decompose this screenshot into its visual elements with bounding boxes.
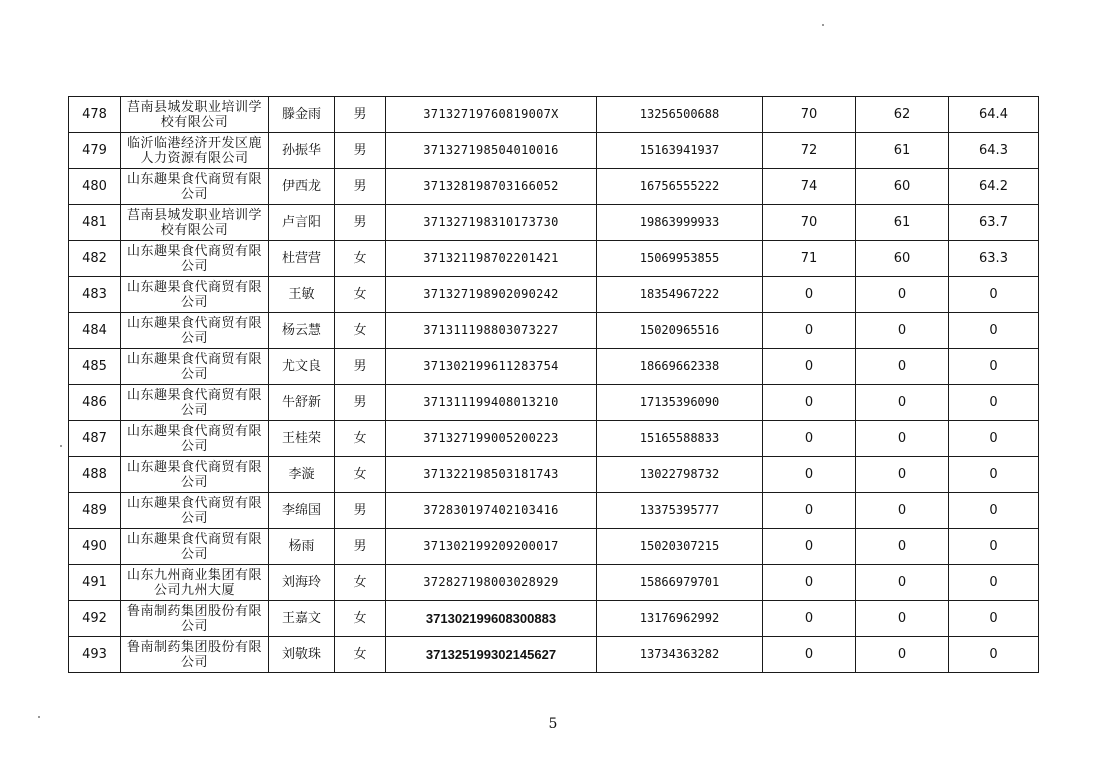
phone-number-cell: 17135396090 <box>597 385 763 421</box>
table-row <box>69 529 1039 565</box>
person-name-cell: 伊西龙 <box>269 169 335 205</box>
total-score-cell: 0 <box>949 385 1039 421</box>
id-number-cell: 371322198503181743 <box>386 457 597 493</box>
score-1-cell: 0 <box>763 529 856 565</box>
id-number-cell: 371325199302145627 <box>386 637 597 673</box>
score-1-cell: 74 <box>763 169 856 205</box>
gender-cell: 女 <box>335 601 386 637</box>
score-2-cell: 60 <box>856 169 949 205</box>
gender-cell: 女 <box>335 241 386 277</box>
score-2-cell: 62 <box>856 97 949 133</box>
row-number-cell: 483 <box>69 277 121 313</box>
gender-cell: 男 <box>335 529 386 565</box>
table-row <box>69 205 1039 241</box>
phone-number-cell: 15165588833 <box>597 421 763 457</box>
unit-name-cell: 山东趣果食代商贸有限公司 <box>121 421 269 457</box>
gender-cell: 男 <box>335 385 386 421</box>
id-number-cell: 371302199209200017 <box>386 529 597 565</box>
person-name-cell: 牛舒新 <box>269 385 335 421</box>
row-number-cell: 486 <box>69 385 121 421</box>
id-number-cell: 372827198003028929 <box>386 565 597 601</box>
total-score-cell: 0 <box>949 421 1039 457</box>
unit-name-cell: 鲁南制药集团股份有限公司 <box>121 637 269 673</box>
phone-number-cell: 15163941937 <box>597 133 763 169</box>
score-1-cell: 0 <box>763 493 856 529</box>
person-name-cell: 滕金雨 <box>269 97 335 133</box>
applicant-score-table <box>68 96 1039 673</box>
gender-cell: 女 <box>335 565 386 601</box>
person-name-cell: 王嘉文 <box>269 601 335 637</box>
score-1-cell: 71 <box>763 241 856 277</box>
table-row <box>69 97 1039 133</box>
total-score-cell: 0 <box>949 601 1039 637</box>
score-2-cell: 0 <box>856 421 949 457</box>
row-number-cell: 478 <box>69 97 121 133</box>
unit-name-cell: 临沂临港经济开发区鹿人力资源有限公司 <box>121 133 269 169</box>
table-row <box>69 349 1039 385</box>
unit-name-cell: 鲁南制药集团股份有限公司 <box>121 601 269 637</box>
total-score-cell: 0 <box>949 493 1039 529</box>
gender-cell: 女 <box>335 313 386 349</box>
gender-cell: 男 <box>335 349 386 385</box>
table-row <box>69 133 1039 169</box>
table-row <box>69 565 1039 601</box>
gender-cell: 男 <box>335 169 386 205</box>
row-number-cell: 480 <box>69 169 121 205</box>
person-name-cell: 刘敬珠 <box>269 637 335 673</box>
unit-name-cell: 山东趣果食代商贸有限公司 <box>121 349 269 385</box>
score-2-cell: 0 <box>856 349 949 385</box>
phone-number-cell: 13375395777 <box>597 493 763 529</box>
gender-cell: 女 <box>335 277 386 313</box>
person-name-cell: 李漩 <box>269 457 335 493</box>
score-2-cell: 0 <box>856 277 949 313</box>
score-1-cell: 0 <box>763 601 856 637</box>
score-1-cell: 72 <box>763 133 856 169</box>
score-2-cell: 0 <box>856 457 949 493</box>
table-row <box>69 169 1039 205</box>
gender-cell: 男 <box>335 97 386 133</box>
row-number-cell: 484 <box>69 313 121 349</box>
phone-number-cell: 13176962992 <box>597 601 763 637</box>
phone-number-cell: 15020307215 <box>597 529 763 565</box>
person-name-cell: 尤文良 <box>269 349 335 385</box>
unit-name-cell: 山东趣果食代商贸有限公司 <box>121 457 269 493</box>
row-number-cell: 488 <box>69 457 121 493</box>
row-number-cell: 490 <box>69 529 121 565</box>
row-number-cell: 481 <box>69 205 121 241</box>
total-score-cell: 0 <box>949 565 1039 601</box>
score-2-cell: 60 <box>856 241 949 277</box>
person-name-cell: 杜营营 <box>269 241 335 277</box>
id-number-cell: 371311199408013210 <box>386 385 597 421</box>
unit-name-cell: 山东趣果食代商贸有限公司 <box>121 277 269 313</box>
score-1-cell: 0 <box>763 385 856 421</box>
total-score-cell: 63.7 <box>949 205 1039 241</box>
person-name-cell: 刘海玲 <box>269 565 335 601</box>
id-number-cell: 371327198504010016 <box>386 133 597 169</box>
gender-cell: 女 <box>335 637 386 673</box>
person-name-cell: 杨雨 <box>269 529 335 565</box>
unit-name-cell: 山东趣果食代商贸有限公司 <box>121 529 269 565</box>
phone-number-cell: 16756555222 <box>597 169 763 205</box>
phone-number-cell: 18354967222 <box>597 277 763 313</box>
scan-speck <box>822 24 824 26</box>
row-number-cell: 479 <box>69 133 121 169</box>
id-number-cell: 371302199608300883 <box>386 601 597 637</box>
unit-name-cell: 山东九州商业集团有限公司九州大厦 <box>121 565 269 601</box>
person-name-cell: 王敏 <box>269 277 335 313</box>
total-score-cell: 0 <box>949 637 1039 673</box>
id-number-cell: 371327198902090242 <box>386 277 597 313</box>
unit-name-cell: 山东趣果食代商贸有限公司 <box>121 169 269 205</box>
score-2-cell: 0 <box>856 493 949 529</box>
score-1-cell: 0 <box>763 277 856 313</box>
phone-number-cell: 13734363282 <box>597 637 763 673</box>
person-name-cell: 卢言阳 <box>269 205 335 241</box>
phone-number-cell: 15020965516 <box>597 313 763 349</box>
row-number-cell: 491 <box>69 565 121 601</box>
row-number-cell: 492 <box>69 601 121 637</box>
total-score-cell: 0 <box>949 349 1039 385</box>
id-number-cell: 371327198310173730 <box>386 205 597 241</box>
table-row <box>69 385 1039 421</box>
row-number-cell: 482 <box>69 241 121 277</box>
row-number-cell: 493 <box>69 637 121 673</box>
table-row <box>69 601 1039 637</box>
score-1-cell: 70 <box>763 205 856 241</box>
score-1-cell: 0 <box>763 421 856 457</box>
table-row <box>69 313 1039 349</box>
table-body <box>69 97 1039 673</box>
total-score-cell: 0 <box>949 529 1039 565</box>
unit-name-cell: 山东趣果食代商贸有限公司 <box>121 241 269 277</box>
score-2-cell: 0 <box>856 385 949 421</box>
score-1-cell: 70 <box>763 97 856 133</box>
unit-name-cell: 莒南县城发职业培训学校有限公司 <box>121 205 269 241</box>
phone-number-cell: 13022798732 <box>597 457 763 493</box>
gender-cell: 男 <box>335 205 386 241</box>
score-2-cell: 0 <box>856 565 949 601</box>
table-row <box>69 637 1039 673</box>
total-score-cell: 64.3 <box>949 133 1039 169</box>
total-score-cell: 0 <box>949 457 1039 493</box>
person-name-cell: 王桂荣 <box>269 421 335 457</box>
id-number-cell: 371328198703166052 <box>386 169 597 205</box>
total-score-cell: 0 <box>949 313 1039 349</box>
page-number: 5 <box>548 716 558 732</box>
score-1-cell: 0 <box>763 349 856 385</box>
id-number-cell: 371327199005200223 <box>386 421 597 457</box>
id-number-cell: 371321198702201421 <box>386 241 597 277</box>
phone-number-cell: 13256500688 <box>597 97 763 133</box>
unit-name-cell: 莒南县城发职业培训学校有限公司 <box>121 97 269 133</box>
gender-cell: 女 <box>335 457 386 493</box>
score-2-cell: 61 <box>856 133 949 169</box>
score-1-cell: 0 <box>763 457 856 493</box>
gender-cell: 男 <box>335 133 386 169</box>
score-1-cell: 0 <box>763 313 856 349</box>
table-row <box>69 241 1039 277</box>
table-row <box>69 421 1039 457</box>
table-row <box>69 457 1039 493</box>
score-2-cell: 0 <box>856 313 949 349</box>
total-score-cell: 64.4 <box>949 97 1039 133</box>
scan-speck <box>38 716 40 718</box>
phone-number-cell: 19863999933 <box>597 205 763 241</box>
score-1-cell: 0 <box>763 565 856 601</box>
scan-speck <box>60 445 62 447</box>
total-score-cell: 63.3 <box>949 241 1039 277</box>
phone-number-cell: 15866979701 <box>597 565 763 601</box>
id-number-cell: 37132719760819007X <box>386 97 597 133</box>
row-number-cell: 485 <box>69 349 121 385</box>
score-2-cell: 0 <box>856 637 949 673</box>
table-row <box>69 493 1039 529</box>
person-name-cell: 杨云慧 <box>269 313 335 349</box>
row-number-cell: 489 <box>69 493 121 529</box>
gender-cell: 女 <box>335 421 386 457</box>
unit-name-cell: 山东趣果食代商贸有限公司 <box>121 313 269 349</box>
phone-number-cell: 18669662338 <box>597 349 763 385</box>
score-2-cell: 0 <box>856 529 949 565</box>
table-row <box>69 277 1039 313</box>
id-number-cell: 372830197402103416 <box>386 493 597 529</box>
id-number-cell: 371302199611283754 <box>386 349 597 385</box>
gender-cell: 男 <box>335 493 386 529</box>
total-score-cell: 64.2 <box>949 169 1039 205</box>
score-2-cell: 0 <box>856 601 949 637</box>
phone-number-cell: 15069953855 <box>597 241 763 277</box>
row-number-cell: 487 <box>69 421 121 457</box>
unit-name-cell: 山东趣果食代商贸有限公司 <box>121 493 269 529</box>
person-name-cell: 孙振华 <box>269 133 335 169</box>
unit-name-cell: 山东趣果食代商贸有限公司 <box>121 385 269 421</box>
score-2-cell: 61 <box>856 205 949 241</box>
id-number-cell: 371311198803073227 <box>386 313 597 349</box>
score-1-cell: 0 <box>763 637 856 673</box>
total-score-cell: 0 <box>949 277 1039 313</box>
person-name-cell: 李绵国 <box>269 493 335 529</box>
